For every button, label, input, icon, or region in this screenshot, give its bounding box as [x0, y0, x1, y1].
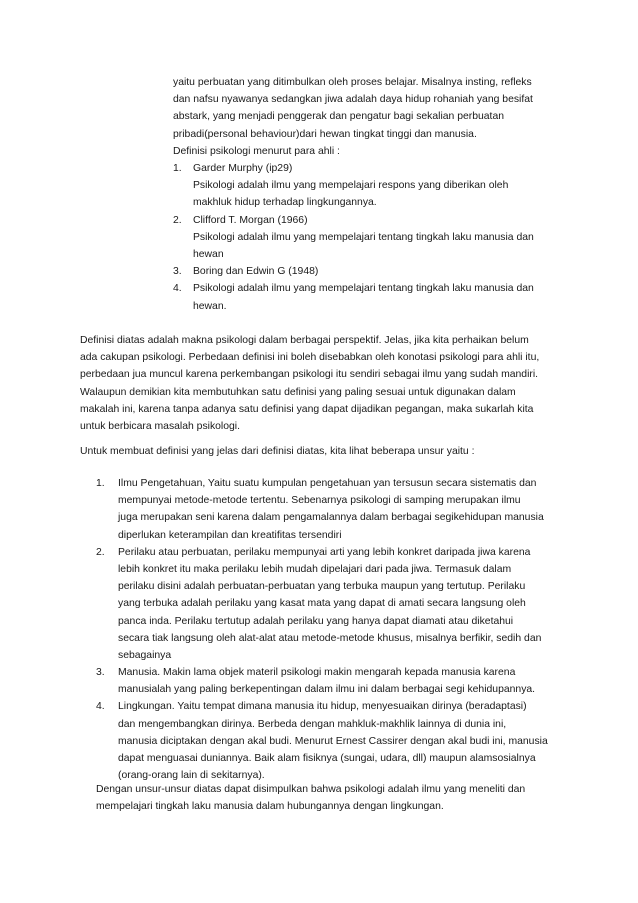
text-line: Dengan unsur-unsur diatas dapat disimpulkan bahwa psikologi adalah ilmu yang meneliti dan	[96, 784, 526, 795]
text-line: diperlukan keterampilan dan kreatifitas tersendiri	[118, 529, 342, 541]
text-line: (orang-orang lain di sekitarnya).	[118, 770, 265, 782]
text-line: Garder Murphy (ip29)	[193, 163, 293, 174]
list-number: 1.	[96, 478, 105, 489]
text-line: manusialah yang paling berkepentingan dalam ilmu ini dalam berbagai segi kehidupannya.	[118, 684, 536, 696]
list-item	[96, 475, 566, 544]
text-line: mempunyai metode-metode tertentu. Sebenarnya psikologi di samping merupakan ilmu	[118, 495, 521, 507]
text-line: Boring dan Edwin G (1948)	[193, 266, 319, 278]
text-line: dapat menguasai duniannya. Baik alam fisiknya (sungai, udara, dll) maupun alamsosialnya	[118, 753, 536, 764]
list-item	[173, 263, 593, 280]
text-line: lebih konkret itu maka perilaku lebih mudah dipelajari dari pada jiwa. Termasuk dalam	[118, 563, 512, 575]
text-line: manusia diciptakan dengan akal budi. Menurut Ernest Cassirer dengan akal budi ini, manusia	[118, 735, 548, 747]
text-line: juga merupakan seni karena dalam pengamalannya dalam berbagai segikehidupan manusia	[118, 512, 544, 524]
text-line: Psikologi adalah ilmu yang mempelajari tentang tingkah laku manusia dan	[193, 283, 534, 295]
list-item	[173, 212, 593, 264]
text-line: Ilmu Pengetahuan, Yaitu suatu kumpulan pengetahuan yan tersusun secara sistematis dan	[118, 478, 537, 489]
text-line: perbedaan jua muncul karena perkembangan psikologi itu sendiri sebagai ilmu yang sudah mandiri.	[80, 369, 539, 381]
text-line: Lingkungan. Yaitu tempat dimana manusia itu hidup, menyesuaikan dirinya (beradaptasi)	[118, 701, 527, 713]
conclusion-paragraph	[96, 781, 525, 815]
text-line: Untuk membuat definisi yang jelas dari definisi diatas, kita lihat beberapa unsur yaitu :	[80, 446, 475, 457]
text-line: Psikologi adalah ilmu yang mempelajari respons yang diberikan oleh	[193, 180, 509, 192]
list-number: 1.	[173, 163, 182, 174]
text-line: hewan.	[193, 300, 227, 312]
text-line: panca inda. Perilaku tertutup adalah perilaku yang hanya dapat diamati atau diketahui	[118, 615, 514, 627]
paragraph	[80, 443, 474, 460]
text-line: Definisi psikologi menurut para ahli :	[173, 145, 340, 157]
list-number: 2.	[96, 546, 105, 558]
list-item	[96, 664, 566, 698]
list-number: 4.	[96, 701, 105, 713]
text-line: dan nafsu nyawanya sedangkan jiwa adalah daya hidup rohaniah yang besifat	[173, 94, 533, 106]
text-line: makhluk hidup terhadap lingkungannya.	[193, 197, 377, 209]
list-number: 4.	[173, 283, 182, 295]
text-line: dan mengembangkan dirinya. Berbeda dengan mahkluk-makhlik lainnya di dunia ini,	[118, 718, 507, 730]
intro-block	[173, 74, 533, 160]
list-number: 3.	[173, 266, 182, 278]
list-item	[173, 160, 593, 212]
text-line: untuk berbicara masalah psikologi.	[80, 420, 240, 432]
text-line: abstark, yang menjadi penggerak dan pengatur bagi sekalian perbuatan	[173, 111, 505, 123]
text-line: yaitu perbuatan yang ditimbulkan oleh proses belajar. Misalnya insting, refleks	[173, 77, 532, 88]
text-line: hewan	[193, 248, 224, 260]
experts-list	[173, 160, 593, 315]
text-line: Psikologi adalah ilmu yang mempelajari tentang tingkah laku manusia dan	[193, 231, 534, 243]
text-line: yang terbuka adalah perilaku yang kasat mata yang dapat di amati secara langsung oleh	[118, 598, 526, 610]
list-item	[96, 698, 566, 784]
text-line: Definisi diatas adalah makna psikologi dalam berbagai perspektif. Jelas, jika kita perhaikan belum	[80, 335, 529, 346]
text-line: pribadi(personal behaviour)dari hewan tingkat tinggi dan manusia.	[173, 128, 477, 140]
text-line: secara tiak langsung oleh alat-alat atau metode-metode khusus, misalnya berfikir, sedih dan	[118, 632, 542, 644]
paragraph	[80, 332, 539, 435]
list-item	[96, 544, 566, 664]
text-line: sebagainya	[118, 649, 172, 661]
text-line: ada cakupan psikologi. Perbedaan definisi ini boleh disebabkan oleh konotasi psikologi para ahli itu,	[80, 352, 540, 364]
list-item	[173, 280, 593, 314]
text-line: Perilaku atau perbuatan, perilaku mempunyai arti yang lebih konkret daripada jiwa karena	[118, 546, 531, 558]
text-line: Walaupun demikian kita membutuhkan satu definisi yang paling sesuai untuk digunakan dalam	[80, 386, 516, 398]
list-number: 2.	[173, 214, 182, 226]
list-number: 3.	[96, 667, 105, 679]
elements-list	[96, 475, 566, 784]
text-line: Clifford T. Morgan (1966)	[193, 214, 308, 226]
text-line: perilaku disini adalah perbuatan-perbuatan yang terbuka maupun yang tertutup. Perilaku	[118, 581, 526, 593]
text-line: mempelajari tingkah laku manusia dalam hubungannya dengan lingkungan.	[96, 801, 444, 813]
text-line: Manusia. Makin lama objek materil psikologi makin mengarah kepada manusia karena	[118, 667, 516, 679]
text-line: makalah ini, karena tanpa adanya satu definisi yang dapat dijadikan pegangan, maka sukarlah kita	[80, 403, 534, 415]
